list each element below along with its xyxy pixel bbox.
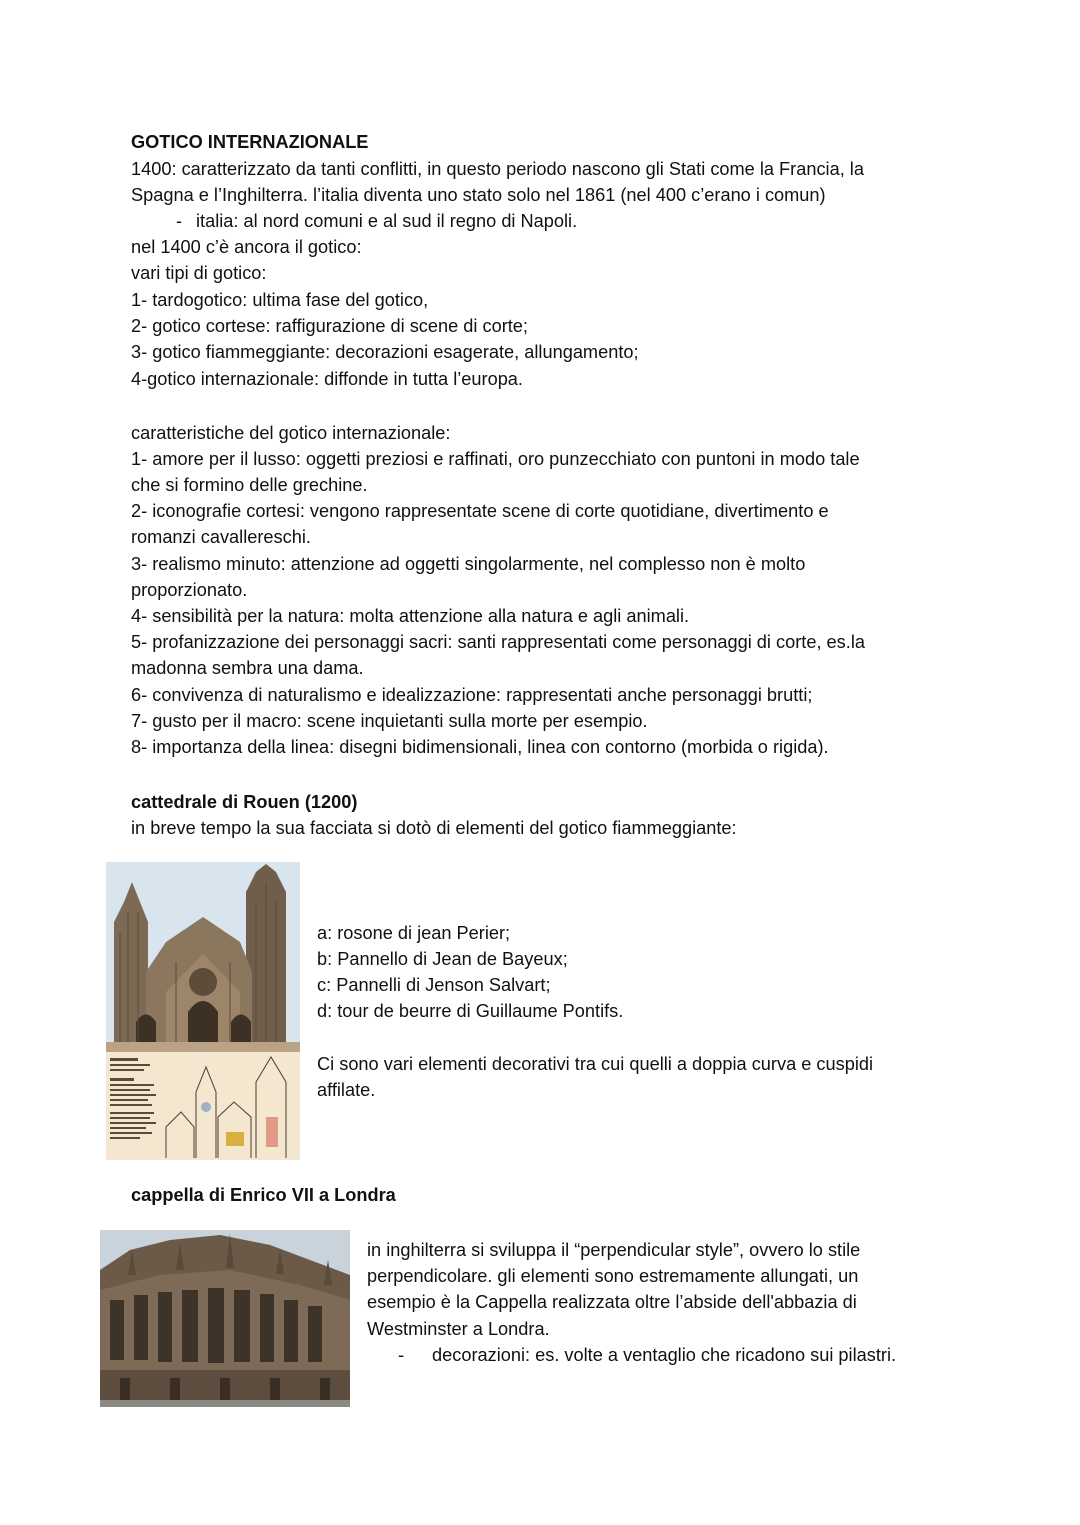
list-item: b: Pannello di Jean de Bayeux; (317, 949, 568, 969)
text-line: esempio è la Cappella realizzata oltre l’abside dell'abbazia di (367, 1292, 857, 1312)
list-item: c: Pannelli di Jenson Salvart; (317, 975, 551, 995)
section-title: cattedrale di Rouen (1200) (131, 792, 358, 812)
list-item: 5- profanizzazione dei personaggi sacri: santi rappresentati come personaggi di corte, es.la (131, 632, 865, 652)
henry-vii-chapel-image (100, 1230, 350, 1407)
henry-vii-chapel-illustration (100, 1230, 350, 1407)
section-title: GOTICO INTERNAZIONALE (131, 132, 369, 152)
list-item: 4- sensibilità per la natura: molta attenzione alla natura e agli animali. (131, 606, 690, 626)
bullet-item: decorazioni: es. volte a ventaglio che ricadono sui pilastri. (432, 1345, 897, 1365)
rouen-cathedral-image (106, 862, 300, 1160)
rouen-cathedral-illustration (106, 862, 300, 1160)
list-item: 2- gotico cortese: raffigurazione di scene di corte; (131, 316, 528, 336)
text-line: vari tipi di gotico: (131, 263, 267, 283)
list-item: a: rosone di jean Perier; (317, 923, 511, 943)
bullet-dash: - (398, 1345, 405, 1365)
section-title: cappella di Enrico VII a Londra (131, 1185, 396, 1205)
intro-line: 1400: caratterizzato da tanti conflitti, in questo periodo nascono gli Stati come la Francia, la (131, 159, 864, 179)
bullet-dash: - (176, 211, 183, 231)
list-item: 6- convivenza di naturalismo e idealizzazione: rappresentati anche personaggi brutti; (131, 685, 813, 705)
text-line: nel 1400 c’è ancora il gotico: (131, 237, 362, 257)
list-item: 7- gusto per il macro: scene inquietanti sulla morte per esempio. (131, 711, 648, 731)
list-item: che si formino delle grechine. (131, 475, 368, 495)
intro-line: Spagna e l’Inghilterra. l’italia diventa uno stato solo nel 1861 (nel 400 c’erano i comun) (131, 185, 826, 205)
list-item: 1- tardogotico: ultima fase del gotico, (131, 290, 429, 310)
text-line: perpendicolare. gli elementi sono estremamente allungati, un (367, 1266, 859, 1286)
list-item: 3- realismo minuto: attenzione ad oggetti singolarmente, nel complesso non è molto (131, 554, 806, 574)
text-line: in inghilterra si sviluppa il “perpendicular style”, ovvero lo stile (367, 1240, 861, 1260)
text-line: in breve tempo la sua facciata si dotò di elementi del gotico fiammeggiante: (131, 818, 737, 838)
text-line: Westminster a Londra. (367, 1319, 550, 1339)
list-item: 3- gotico fiammeggiante: decorazioni esagerate, allungamento; (131, 342, 639, 362)
list-item: 4-gotico internazionale: diffonde in tutta l’europa. (131, 369, 523, 389)
text-line: affilate. (317, 1080, 376, 1100)
list-item: romanzi cavallereschi. (131, 527, 311, 547)
list-item: madonna sembra una dama. (131, 658, 364, 678)
list-item: proporzionato. (131, 580, 248, 600)
list-item: d: tour de beurre di Guillaume Pontifs. (317, 1001, 624, 1021)
bullet-item: italia: al nord comuni e al sud il regno di Napoli. (196, 211, 578, 231)
section-heading: caratteristiche del gotico internazionale: (131, 423, 451, 443)
list-item: 2- iconografie cortesi: vengono rappresentate scene di corte quotidiane, divertimento e (131, 501, 829, 521)
list-item: 8- importanza della linea: disegni bidimensionali, linea con contorno (morbida o rigida). (131, 737, 829, 757)
text-line: Ci sono vari elementi decorativi tra cui quelli a doppia curva e cuspidi (317, 1054, 874, 1074)
list-item: 1- amore per il lusso: oggetti preziosi e raffinati, oro punzecchiato con puntoni in modo tale (131, 449, 860, 469)
